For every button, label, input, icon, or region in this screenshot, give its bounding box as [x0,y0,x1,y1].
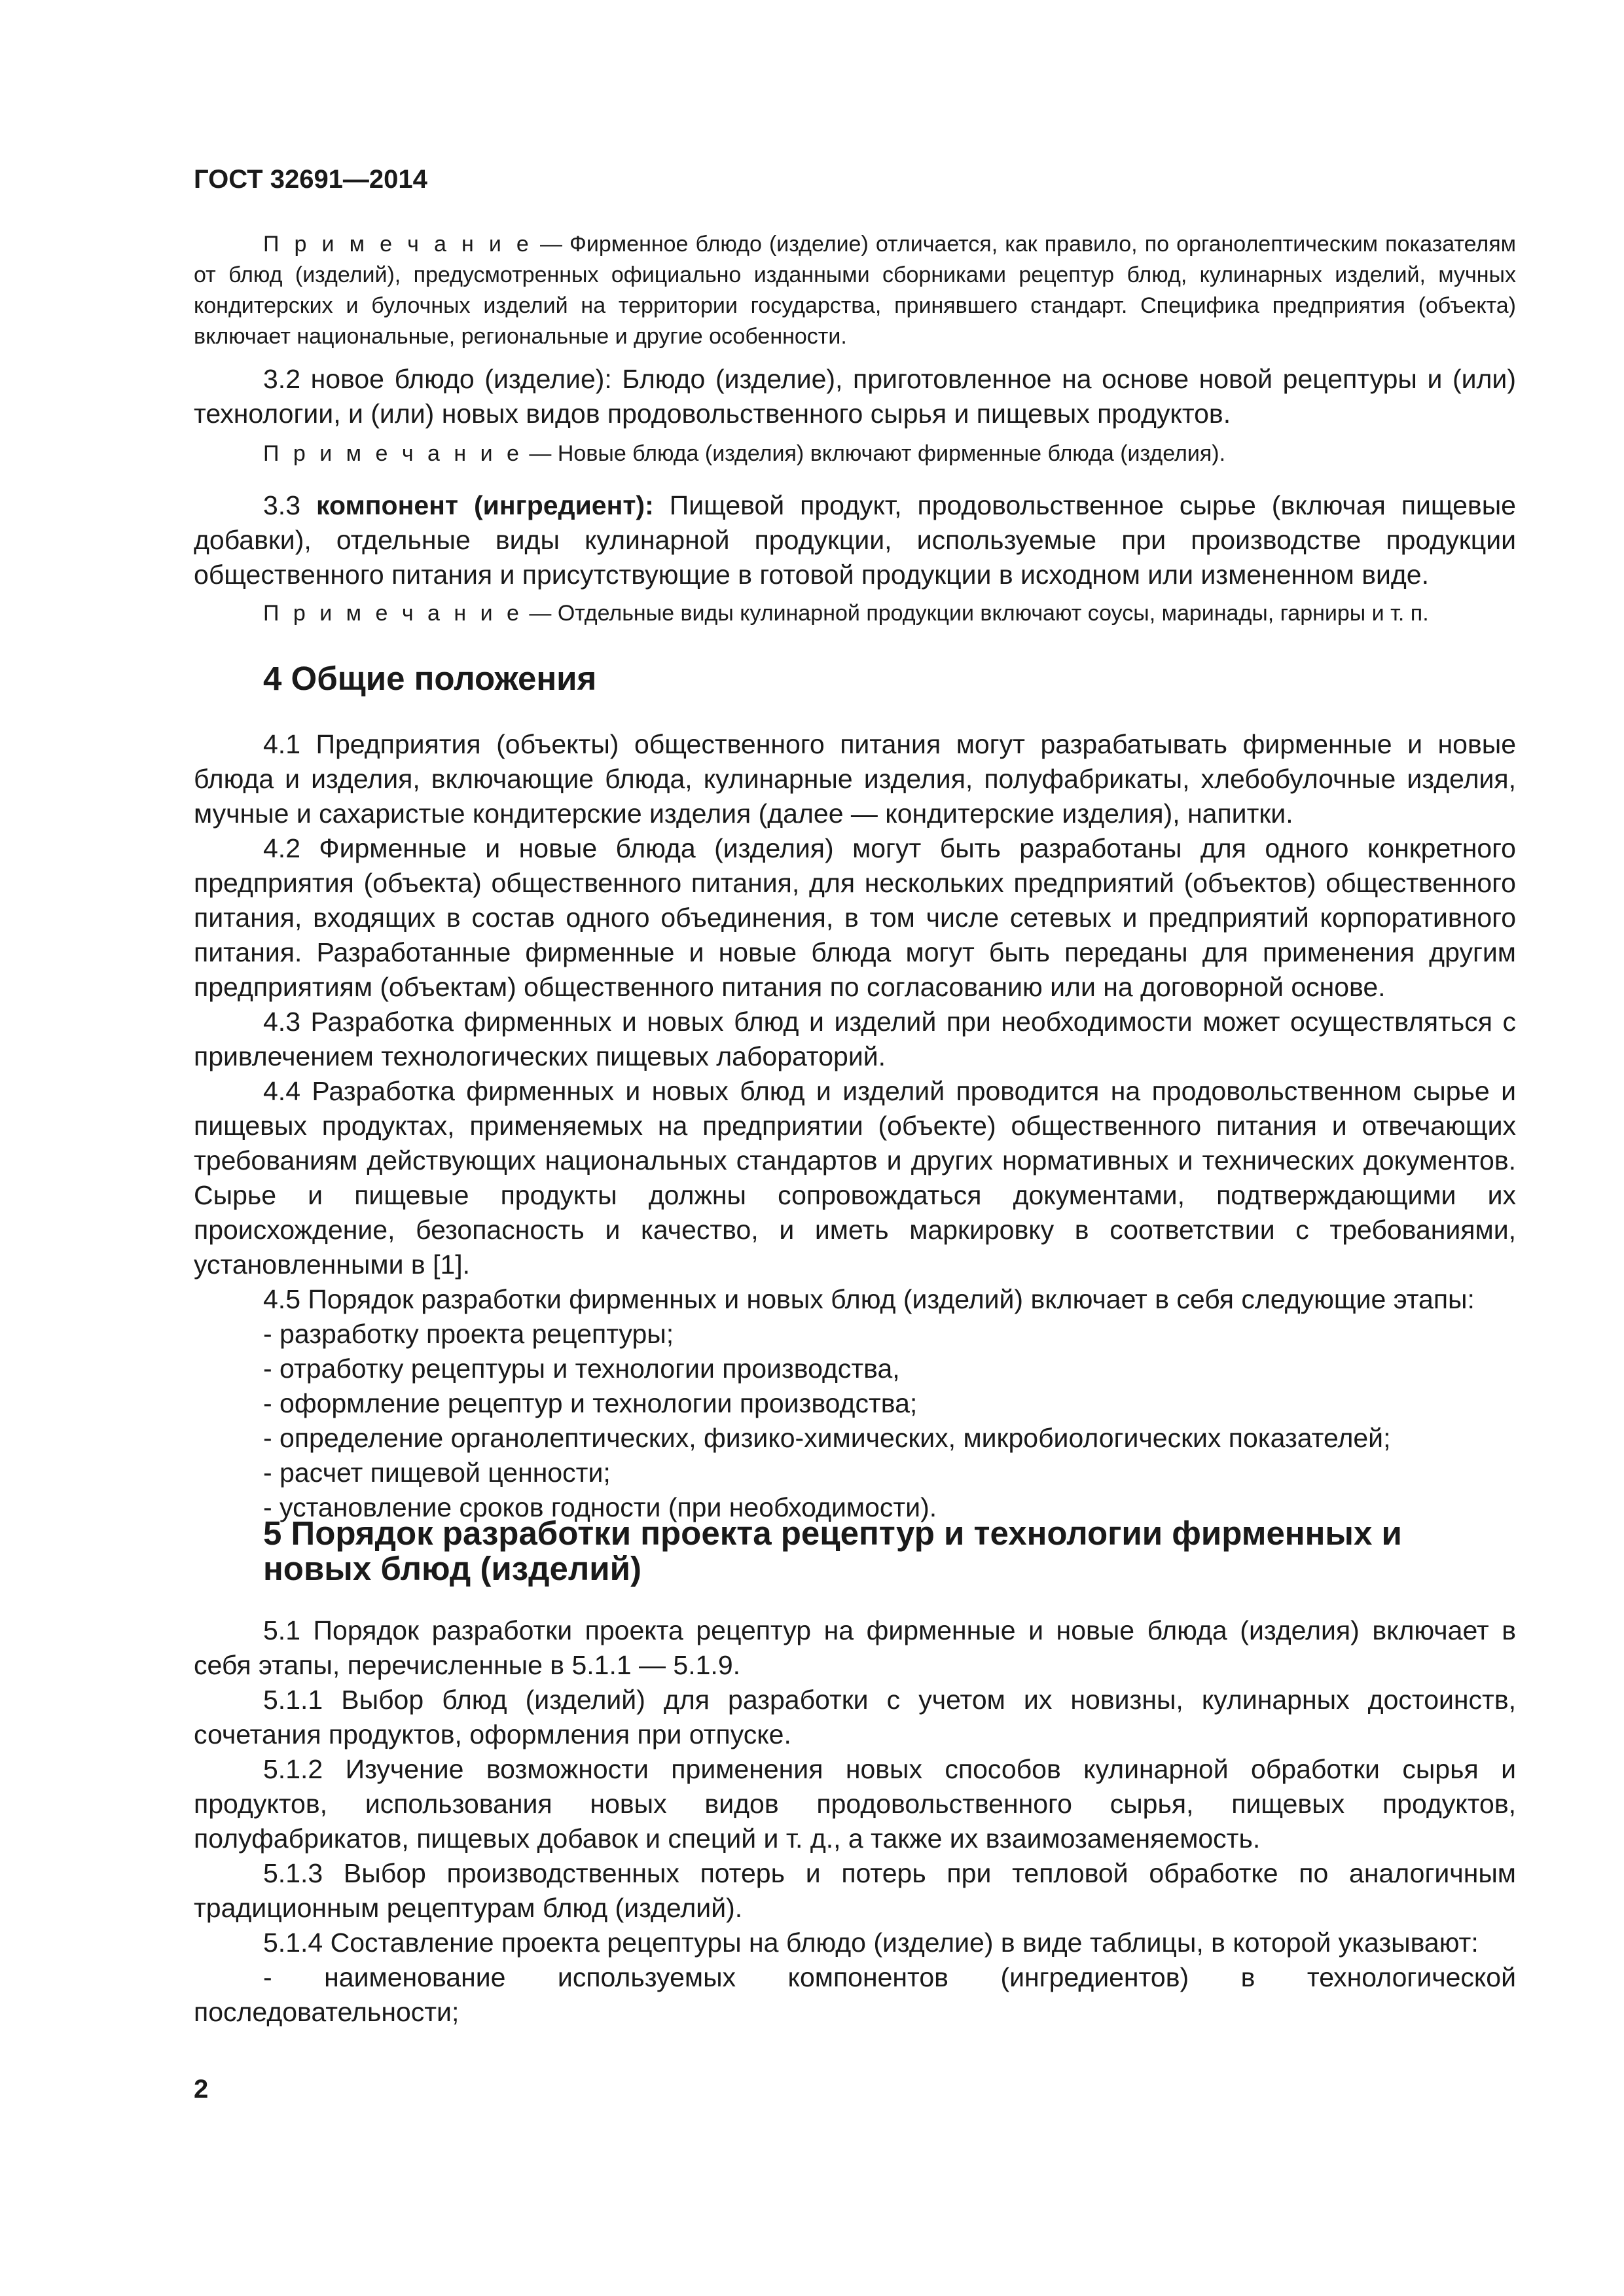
clause-5-1-1: 5.1.1 Выбор блюд (изделий) для разработки с учетом их новизны, кулинарных достоинств, сочетания продуктов, оформления при отпуске. [194,1685,1516,1749]
clause-4-4: 4.4 Разработка фирменных и новых блюд и изделий проводится на продовольственном сырье и пищевых продуктах, применяемых на предприятии (объекте) общественного питания и отвечающих требованиям действующих национальных стандартов и других нормативных и технических документов. Сырье и пищевые продукты должны сопровождаться документами, подтверждающими их происхождение, безопасность и качество, и иметь маркировку в соответствии с требованиями, установленными в [1]. [194,1076,1516,1280]
standard-number: ГОСТ 32691—2014 [194,165,427,194]
stage-list [194,1317,1516,1525]
list-item: - определение органолептических, физико-химических, микробиологических показателей; [263,1423,1391,1453]
term-definition: Пищевой продукт, продовольственное сырье (включая пищевые добавки), отдельные виды кулинарной продукции, используемые при производстве продукции общественного питания и присутствующие в готовой продукции в исходном или измененном виде. [194,490,1516,590]
clause-4-5: 4.5 Порядок разработки фирменных и новых блюд (изделий) включает в себя следующие этапы: [263,1284,1475,1314]
list-item: - оформление рецептур и технологии производства; [263,1388,918,1418]
note-label: П р и м е ч а н и е [263,441,523,466]
clause-5-1-2: 5.1.2 Изучение возможности применения новых способов кулинарной обработки сырья и продуктов, использования новых видов продовольственного сырья, пищевых продуктов, полуфабрикатов, пищевых добавок и специй и т. д., а также их взаимозаменяемость. [194,1754,1516,1854]
list-item: - установление сроков годности (при необходимости). [263,1492,937,1522]
section-4-heading: 4 Общие положения [263,660,597,697]
note-3 [194,598,1516,629]
note-label: П р и м е ч а н и е [263,601,523,626]
note-text: — Фирменное блюдо (изделие) отличается, как правило, по органолептическим показателям от блюд (изделий), предусмотренных официально изданными сборниками рецептур блюд, кулинарных изделий, мучных кондитерских и булочных изделий на территории государства, принявшего стандарт. Специфика предприятия (объекта) включает национальные, региональные и другие особенности. [194,232,1516,349]
page-number: 2 [194,2075,209,2104]
term-3-3 [194,488,1516,592]
clause-5-1-3: 5.1.3 Выбор производственных потерь и потерь при тепловой обработке по аналогичным традиционным рецептурам блюд (изделий). [194,1858,1516,1923]
clause-5-1-4: 5.1.4 Составление проекта рецептуры на блюдо (изделие) в виде таблицы, в которой указывают: [263,1928,1479,1958]
note-text: — Отдельные виды кулинарной продукции включают соусы, маринады, гарниры и т. п. [529,601,1429,626]
clause-4-1: 4.1 Предприятия (объекты) общественного питания могут разрабатывать фирменные и новые блюда и изделия, включающие блюда, кулинарные изделия, полуфабрикаты, хлебобулочные изделия, мучные и сахаристые кондитерские изделия (далее — кондитерские изделия), напитки. [194,729,1516,829]
note-label: П р и м е ч а н и е [263,232,533,257]
section-4-body [194,727,1516,1525]
list-item: - расчет пищевой ценности; [263,1458,611,1488]
clause-4-2: 4.2 Фирменные и новые блюда (изделия) могут быть разработаны для одного конкретного предприятия (объекта) общественного питания, для нескольких предприятий (объектов) общественного питания, входящих в состав одного объединения, в том числе сетевых и предприятий корпоративного питания. Разработанные фирменные и новые блюда могут быть переданы для применения другим предприятиям (объектам) общественного питания по согласованию или на договорной основе. [194,833,1516,1002]
note-1 [194,229,1516,352]
note-text: — Новые блюда (изделия) включают фирменные блюда (изделия). [529,441,1226,466]
note-2 [194,439,1516,469]
term-number: 3.3 [263,490,300,520]
list-item: - отработку рецептуры и технологии производства, [263,1354,900,1384]
clause-4-3: 4.3 Разработка фирменных и новых блюд и изделий при необходимости может осуществляться с привлечением технологических пищевых лабораторий. [194,1007,1516,1071]
term-3-2: 3.2 новое блюдо (изделие): Блюдо (изделие), приготовленное на основе новой рецептуры и (или) технологии, и (или) новых видов продовольственного сырья и пищевых продуктов. [194,364,1516,429]
clause-5-1-4-item: - наименование используемых компонентов (ингредиентов) в технологической последовательности; [194,1962,1516,2027]
section-5-heading: 5 Порядок разработки проекта рецептур и технологии фирменных и новых блюд (изделий) [263,1515,1402,1587]
section-5-body [194,1613,1516,2030]
list-item: - разработку проекта рецептуры; [263,1319,674,1349]
clause-5-1: 5.1 Порядок разработки проекта рецептур на фирменные и новые блюда (изделия) включает в себя этапы, перечисленные в 5.1.1 — 5.1.9. [194,1615,1516,1680]
term-name: компонент (ингредиент): [316,490,654,520]
